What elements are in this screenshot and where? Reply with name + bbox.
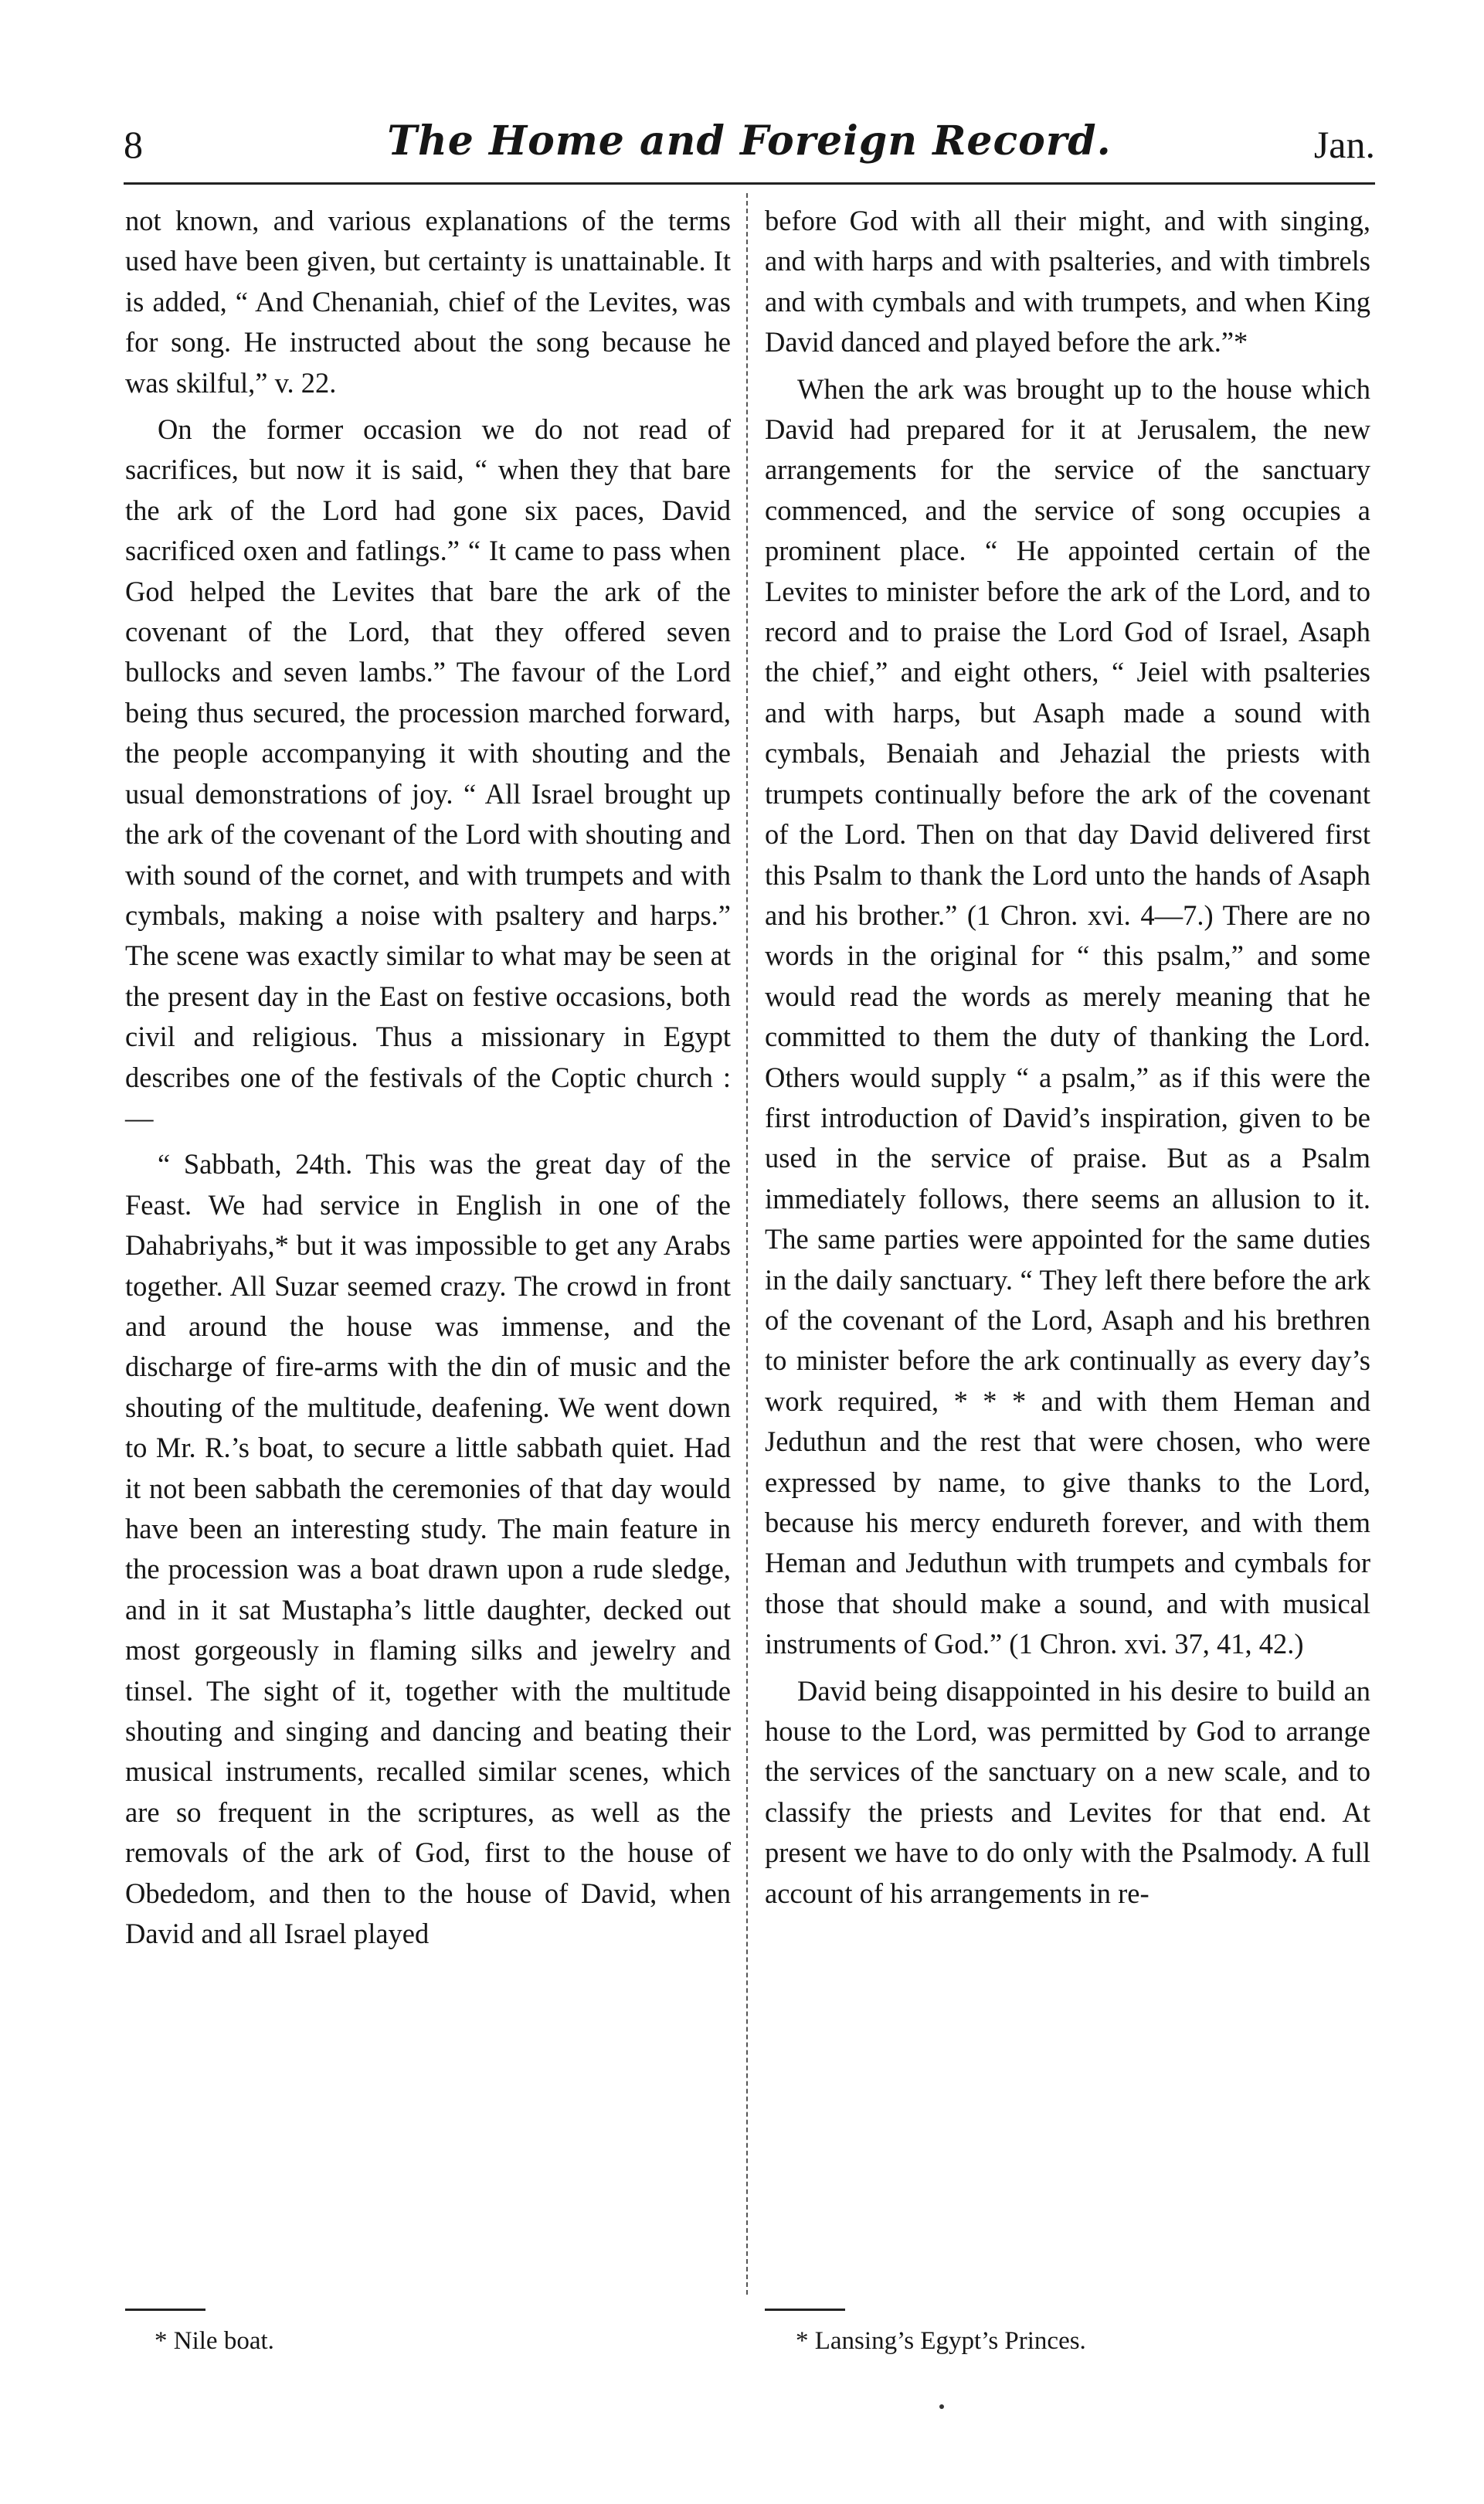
footnote-rule [765, 2309, 845, 2311]
left-column [125, 201, 731, 1954]
running-header [124, 116, 1375, 178]
footnote: * Lansing’s Egypt’s Princes. [796, 2327, 1086, 2355]
header-rule [124, 182, 1375, 185]
publication-title: The Home and Foreign Record. [387, 117, 1112, 165]
page-number: 8 [124, 123, 143, 166]
footnote: * Nile boat. [155, 2327, 274, 2355]
paragraph: not known, and various explanations of the terms used have been given, but certainty is unattainable. It is added, “ And Chenaniah, chief of the Levites, was for song. He instructed about the song because he was skilful,” v. 22. [125, 205, 731, 399]
paragraph: before God with all their might, and with singing, and with harps and with psalteries, and with timbrels and with cymbals and with trumpets, and when King David danced and played before the ark.”* [765, 205, 1370, 358]
footnote-rule [125, 2309, 205, 2311]
ink-speck [939, 2404, 944, 2409]
column-divider [746, 193, 748, 2295]
paragraph: On the former occasion we do not read of sacrifices, but now it is said, “ when they that bare the ark of the Lord had gone six paces, David sacrificed oxen and fatlings.” “ It came to pass when God helped the Levites that bare the ark of the covenant of the Lord, that they offered seven bullocks and seven lambs.” The favour of the Lord being thus secured, the procession marched forward, the people accompanying it with shouting and the usual demonstrations of joy. “ All Israel brought up the ark of the covenant of the Lord with shouting and with sound of the cornet, and with trumpets and with cymbals, making a noise with psaltery and harps.” The scene was exactly similar to what may be seen at the present day in the East on festive occasions, both civil and religious. Thus a missionary in Egypt describes one of the festivals of the Coptic church :— [125, 413, 731, 1133]
paragraph: When the ark was brought up to the house which David had prepared for it at Jerusalem, the new arrangements for the service of the sanctuary commenced, and the service of song occupies a prominent place. “ He appointed certain of the Levites to minister before the ark of the Lord, and to record and to praise the Lord God of Israel, Asaph the chief,” and eight others, “ Jeiel with psalteries and with harps, but Asaph made a sound with cymbals, Benaiah and Jehazial the priests with trumpets continually before the ark of the covenant of the Lord. Then on that day David delivered first this Psalm to thank the Lord unto the hands of Asaph and his brother.” (1 Chron. xvi. 4—7.) There are no words in the original for “ this psalm,” and some would read the words as merely meaning that he committed to them the duty of thanking the Lord. Others would supply “ a psalm,” as if this were the first introduction of David’s inspiration, given to be used in the service of praise. But as a Psalm immediately follows, there seems an allusion to it. The same parties were appointed for the same duties in the daily sanctuary. “ They left there before the ark of the covenant of the Lord, Asaph and his brethren to minister before the ark continually as every day’s work required, * * * and with them Heman and Jeduthun and the rest that were chosen, who were expressed by name, to give thanks to the Lord, because his mercy endureth forever, and with them Heman and Jeduthun with trumpets and cymbals for those that should make a sound, and with musical instruments of God.” (1 Chron. xvi. 37, 41, 42.) [765, 372, 1370, 1660]
paragraph: “ Sabbath, 24th. This was the great day of the Feast. We had service in English in one of the Dahabriyahs,* but it was impossible to get any Arabs together. All Suzar seemed crazy. The crowd in front and around the house was immense, and the discharge of fire-arms with the din of music and the shouting of the multitude, deafening. We went down to Mr. R.’s boat, to secure a little sabbath quiet. Had it not been sabbath the ceremonies of that day would have been an interesting study. The main feature in the procession was a boat drawn upon a rude sledge, and in it sat Mustapha’s little daughter, decked out most gorgeously in flaming silks and jewelry and tinsel. The sight of it, together with the multitude shouting and singing and dancing and beating their musical instruments, recalled similar scenes, which are so frequent in the scriptures, as well as the removals of the ark of God, first to the house of Obededom, and then to the house of David, when David and all Israel played [125, 1148, 731, 1950]
right-column [765, 201, 1370, 1914]
paragraph: David being disappointed in his desire to build an house to the Lord, was permitted by God to arrange the services of the sanctuary on a new scale, and to classify the priests and Levites for that end. At present we have to do only with the Psalmody. A full account of his arrangements in re- [765, 1674, 1370, 1909]
issue-month: Jan. [1313, 123, 1375, 166]
